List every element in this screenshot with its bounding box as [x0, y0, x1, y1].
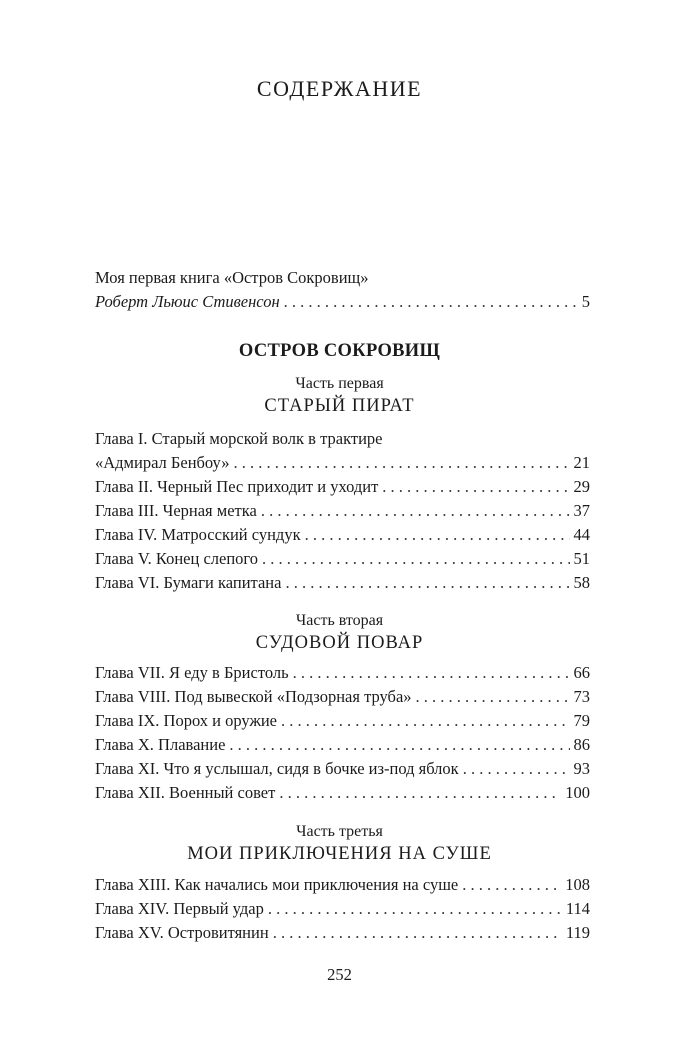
chapter-title: Глава VIII. Под вывеской «Подзорная труба» — [95, 687, 412, 706]
chapter-title: Глава V. Конец слепого — [95, 549, 259, 568]
part-label: Часть первая — [295, 375, 384, 392]
page-ref: 100 — [565, 783, 590, 802]
toc-part-3 — [95, 873, 590, 945]
leader-dots — [382, 475, 569, 499]
toc-row — [95, 571, 590, 595]
toc-preface — [95, 266, 590, 314]
preface-author: Роберт Льюис Стивенсон — [95, 292, 280, 311]
chapter-title: Глава VII. Я еду в Бристоль — [95, 663, 289, 682]
leader-dots — [262, 547, 569, 571]
chapter-first-line: Глава I. Старый морской волк в трактире — [95, 429, 383, 448]
leader-dots — [233, 451, 569, 475]
chapter-title: Глава XII. Военный совет — [95, 783, 276, 802]
leader-dots — [463, 757, 570, 781]
toc-part-2 — [95, 661, 590, 805]
chapter-title: Глава X. Плавание — [95, 735, 226, 754]
toc-row — [95, 781, 590, 805]
chapter-title: Глава XI. Что я услышал, сидя в бочке из-под яблок — [95, 759, 459, 778]
page-number: 252 — [327, 965, 352, 984]
page-ref: 44 — [573, 525, 590, 544]
leader-dots — [305, 523, 570, 547]
toc-row — [95, 523, 590, 547]
toc-part-1 — [95, 427, 590, 595]
part-name: СТАРЫЙ ПИРАТ — [264, 396, 415, 416]
leader-dots — [279, 781, 561, 805]
leader-dots — [293, 661, 570, 685]
leader-dots — [281, 709, 570, 733]
page-ref: 93 — [573, 759, 590, 778]
chapter-title: Глава XIV. Первый удар — [95, 899, 264, 918]
part-name: МОИ ПРИКЛЮЧЕНИЯ НА СУШЕ — [187, 844, 492, 864]
leader-dots — [462, 873, 561, 897]
leader-dots — [285, 571, 569, 595]
chapter-title: Глава IX. Порох и оружие — [95, 711, 277, 730]
leader-dots — [268, 897, 562, 921]
part-name: СУДОВОЙ ПОВАР — [255, 633, 424, 653]
page-ref: 66 — [573, 663, 590, 682]
toc-row — [95, 757, 590, 781]
page-title: СОДЕРЖАНИЕ — [256, 76, 423, 101]
page-ref: 29 — [573, 477, 590, 496]
toc-row — [95, 547, 590, 571]
chapter-title: Глава VI. Бумаги капитана — [95, 573, 282, 592]
chapter-title: Глава XIII. Как начались мои приключения на суше — [95, 875, 459, 894]
part-label: Часть третья — [296, 823, 383, 840]
page-ref: 108 — [565, 875, 590, 894]
page-ref: 114 — [565, 899, 590, 918]
page-ref: 73 — [573, 687, 590, 706]
toc-row — [95, 709, 590, 733]
page-ref: 86 — [573, 735, 590, 754]
leader-dots — [229, 733, 569, 757]
toc-row — [95, 873, 590, 897]
chapter-title: Глава IV. Матросский сундук — [95, 525, 301, 544]
leader-dots — [416, 685, 570, 709]
toc-row — [95, 897, 590, 921]
leader-dots — [261, 499, 570, 523]
toc-row — [95, 451, 590, 475]
toc-row — [95, 475, 590, 499]
chapter-title: Глава II. Черный Пес приходит и уходит — [95, 477, 379, 496]
part-label: Часть вторая — [295, 612, 384, 629]
chapter-title: Глава III. Черная метка — [95, 501, 257, 520]
chapter-title: Глава XV. Островитянин — [95, 923, 269, 942]
leader-dots — [284, 290, 578, 314]
leader-dots — [273, 921, 562, 945]
page-ref: 51 — [573, 549, 590, 568]
toc-row — [95, 499, 590, 523]
preface-title: Моя первая книга «Остров Сокровищ» — [95, 268, 369, 287]
page-ref: 58 — [573, 573, 590, 592]
page-ref: 79 — [573, 711, 590, 730]
toc-row — [95, 661, 590, 685]
toc-row — [95, 921, 590, 945]
page-ref: 119 — [565, 923, 590, 942]
chapter-title: «Адмирал Бенбоу» — [95, 453, 230, 472]
book-title: ОСТРОВ СОКРОВИЩ — [238, 341, 441, 361]
page-ref: 21 — [573, 453, 590, 472]
toc-row — [95, 290, 590, 314]
page-ref: 5 — [581, 292, 590, 311]
toc-row — [95, 733, 590, 757]
toc-row — [95, 685, 590, 709]
page-ref: 37 — [573, 501, 590, 520]
